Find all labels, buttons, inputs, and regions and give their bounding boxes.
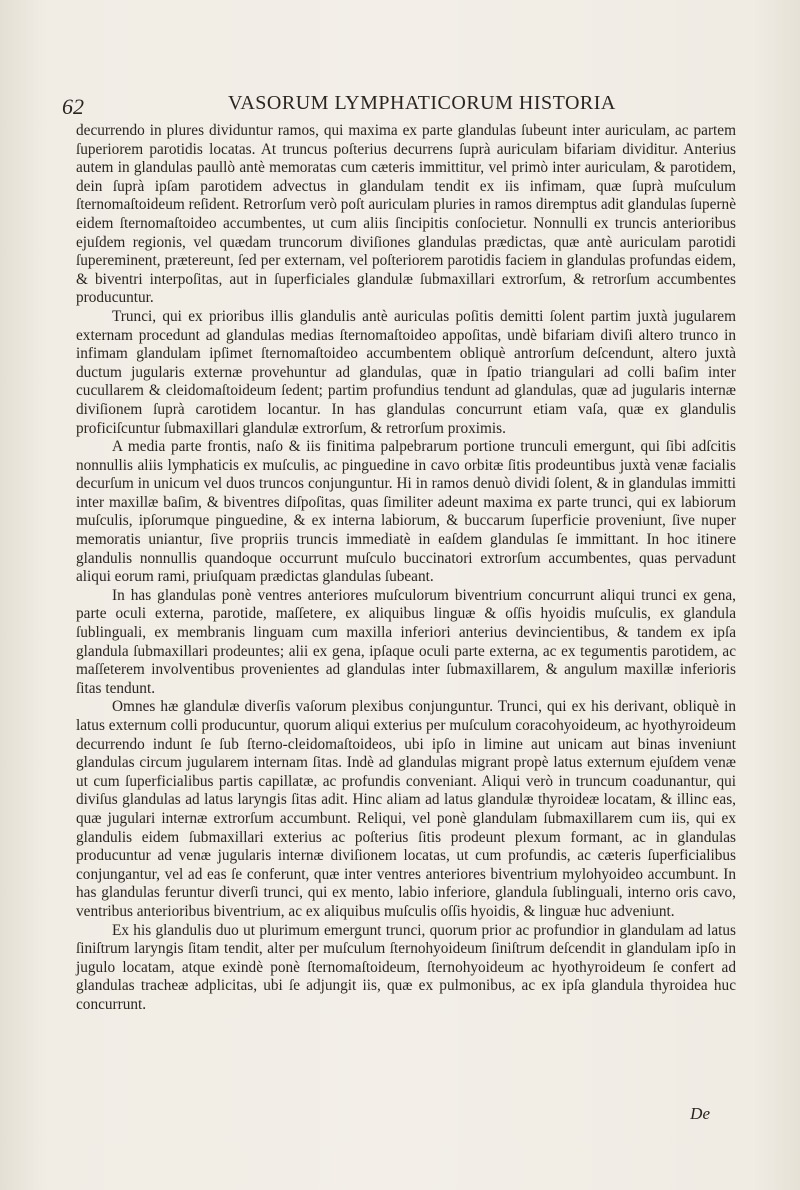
page-number: 62	[62, 94, 84, 119]
paragraph: A media parte frontis, naſo & iis finitima palpebrarum portione trunculi emergunt, qui ſibi adſcitis nonnullis aliis lymphaticis ex muſculis, ac pinguedine in cavo orbitæ ſitis prodeuntibus juxtà venæ facialis decurſum in unicum vel duos truncos conjunguntur. Hi in ramos denuò dividi ſolent, & in glandulas immitti inter maxillæ baſim, & biventres diſpoſitas, quas ſimiliter adeunt maxima ex parte trunci, qui ex labiorum muſculis, ipſorumque pinguedine, & ex interna labiorum, & buccarum ſuperficie proveniunt, ſive nuper memoratis uniantur, ſive propriis truncis immediatè in eaſdem glandulas ſe immittant. In hoc itinere glandulis nonnullis quandoque occurrunt muſculo buccinatori extrorſum accumbentes, quas pervadunt aliqui eorum rami, priuſquam prædictas glandulas ſubeant.	[76, 438, 736, 586]
page-header	[58, 88, 748, 118]
paragraph: Omnes hæ glandulæ diverſis vaſorum plexibus conjunguntur. Trunci, qui ex his derivant, obliquè in latus externum colli producuntur, quorum aliqui exterius per muſculum coracohyoideum, ac hyothyroideum decurrendo indunt ſe ſub ſterno-cleidomaſtoideos, ubi ipſo in limine aut unicam aut binas inveniunt glandulas circum jugularem internam ſitas. Indè ad glandulas migrant propè latus externum ejuſdem venæ ut cum ſuperficialibus partis capillatæ, ac profundis conveniant. Aliqui verò in truncum coadunantur, qui diviſus glandulas ad latus laryngis ſitas adit. Hinc aliam ad latus glandulæ thyroideæ locatam, & illinc eas, quæ jugulari internæ extrorſum accumbunt. Reliqui, vel ponè glandulam ſubmaxillarem cum iis, qui ex glandulis eidem ſubmaxillari exterius ac poſterius ſitis prodeunt plexum formant, ac in glandulas producuntur ad venæ jugularis internæ diviſionem locatas, ut cum profundis, ac cæteris ſuperficialibus conjungantur, vel ad eas ſe conferunt, quæ inter ventres anteriores biventrium mylohyoideo accumbunt. In has glandulas feruntur diverſi trunci, qui ex mento, labio inferiore, glandula ſublinguali, interno oris cavo, ventribus anterioribus biventrium, ac ex aliquibus muſculis oſſis hyoidis, & linguæ huc adveniunt.	[76, 698, 736, 920]
paragraph: Ex his glandulis duo ut plurimum emergunt trunci, quorum prior ac profundior in glandulam ad latus ſiniſtrum laryngis ſitam tendit, alter per muſculum ſternohyoideum ſiniſtrum deſcendit in glandulam ipſo in jugulo locatam, atque exindè ponè ſternomaſtoideum, ſternohyoideum ac hyothyroideum ſe confert ad glandulas tracheæ adplicitas, ubi ſe adjungit iis, quæ ex pulmonibus, ac ex ipſa glandula thyroidea huc concurrunt.	[76, 921, 736, 1013]
paragraph: In has glandulas ponè ventres anteriores muſculorum biventrium concurrunt aliqui trunci ex gena, parte oculi externa, parotide, maſſetere, ex aliquibus linguæ & oſſis hyoidis muſculis, ex glandula ſublinguali, ex membranis linguam cum maxilla inferiori anterius devincientibus, & tandem ex ipſa glandula ſubmaxillari prodeuntes; alii ex gena, ipſaque oculi parte externa, ac ex tegumentis parotidem, ac maſſeterem involventibus provenientes ad glandulas inter ſubmaxillarem, & angulum maxillæ inferioris ſitas tendunt.	[76, 586, 736, 697]
running-title: VASORUM LYMPHATICORUM HISTORIA	[228, 92, 616, 114]
paragraph: Trunci, qui ex prioribus illis glandulis antè auriculas poſitis demitti ſolent partim juxtà jugularem externam procedunt ad glandulas medias ſternomaſtoideo appoſitas, undè bifariam diviſi altero trunco in infimam glandulam ipſimet ſternomaſtoideo accumbentem obliquè antrorſum deſcendunt, altero juxtà ductum jugularis externæ provehuntur ad glandulas, quæ in ſpatio triangulari ad colli baſim inter cucullarem & cleidomaſtoideum ſedent; partim profundius tendunt ad glandulas, quæ ad jugularis internæ diviſionem ſuprà carotidem locantur. In has glandulas concurrunt etiam vaſa, quæ ex glandulis proficiſcuntur ſubmaxillari glandulæ extrorſum, & retrorſum proximis.	[76, 307, 736, 437]
paragraph: decurrendo in plures dividuntur ramos, qui maxima ex parte glandulas ſubeunt inter auriculam, ac partem ſuperiorem parotidis locatas. At truncus poſterius decurrens ſuprà auriculam bifariam dividitur. Anterius autem in glandulas paullò antè memoratas cum cæteris immittitur, vel primò inter auriculam, & parotidem, dein ſuprà ipſam parotidem advectus in glandulam tendit ex iis infimam, quæ ſuprà muſculum ſternomaſtoideum reſident. Retrorſum verò poſt auriculam pluries in ramos diremptus adit glandulas ſupernè eidem ſternomaſtoideo accumbentes, ut cum aliis ſincipitis conſocietur. Nonnulli ex truncis anterioribus ejuſdem regionis, vel quædam truncorum diviſiones glandulas prædictas, quæ antè auriculam parotidi ſupereminent, prætereunt, ſed per externam, vel poſteriorem parotidis faciem in glandulas profundas eidem, & biventri interpoſitas, aut in ſuperficiales glandulæ ſubmaxillari extrorſum, & retrorſum accumbentes producuntur.	[76, 122, 736, 307]
catchword: De	[690, 1104, 710, 1123]
body-text	[76, 122, 736, 1015]
